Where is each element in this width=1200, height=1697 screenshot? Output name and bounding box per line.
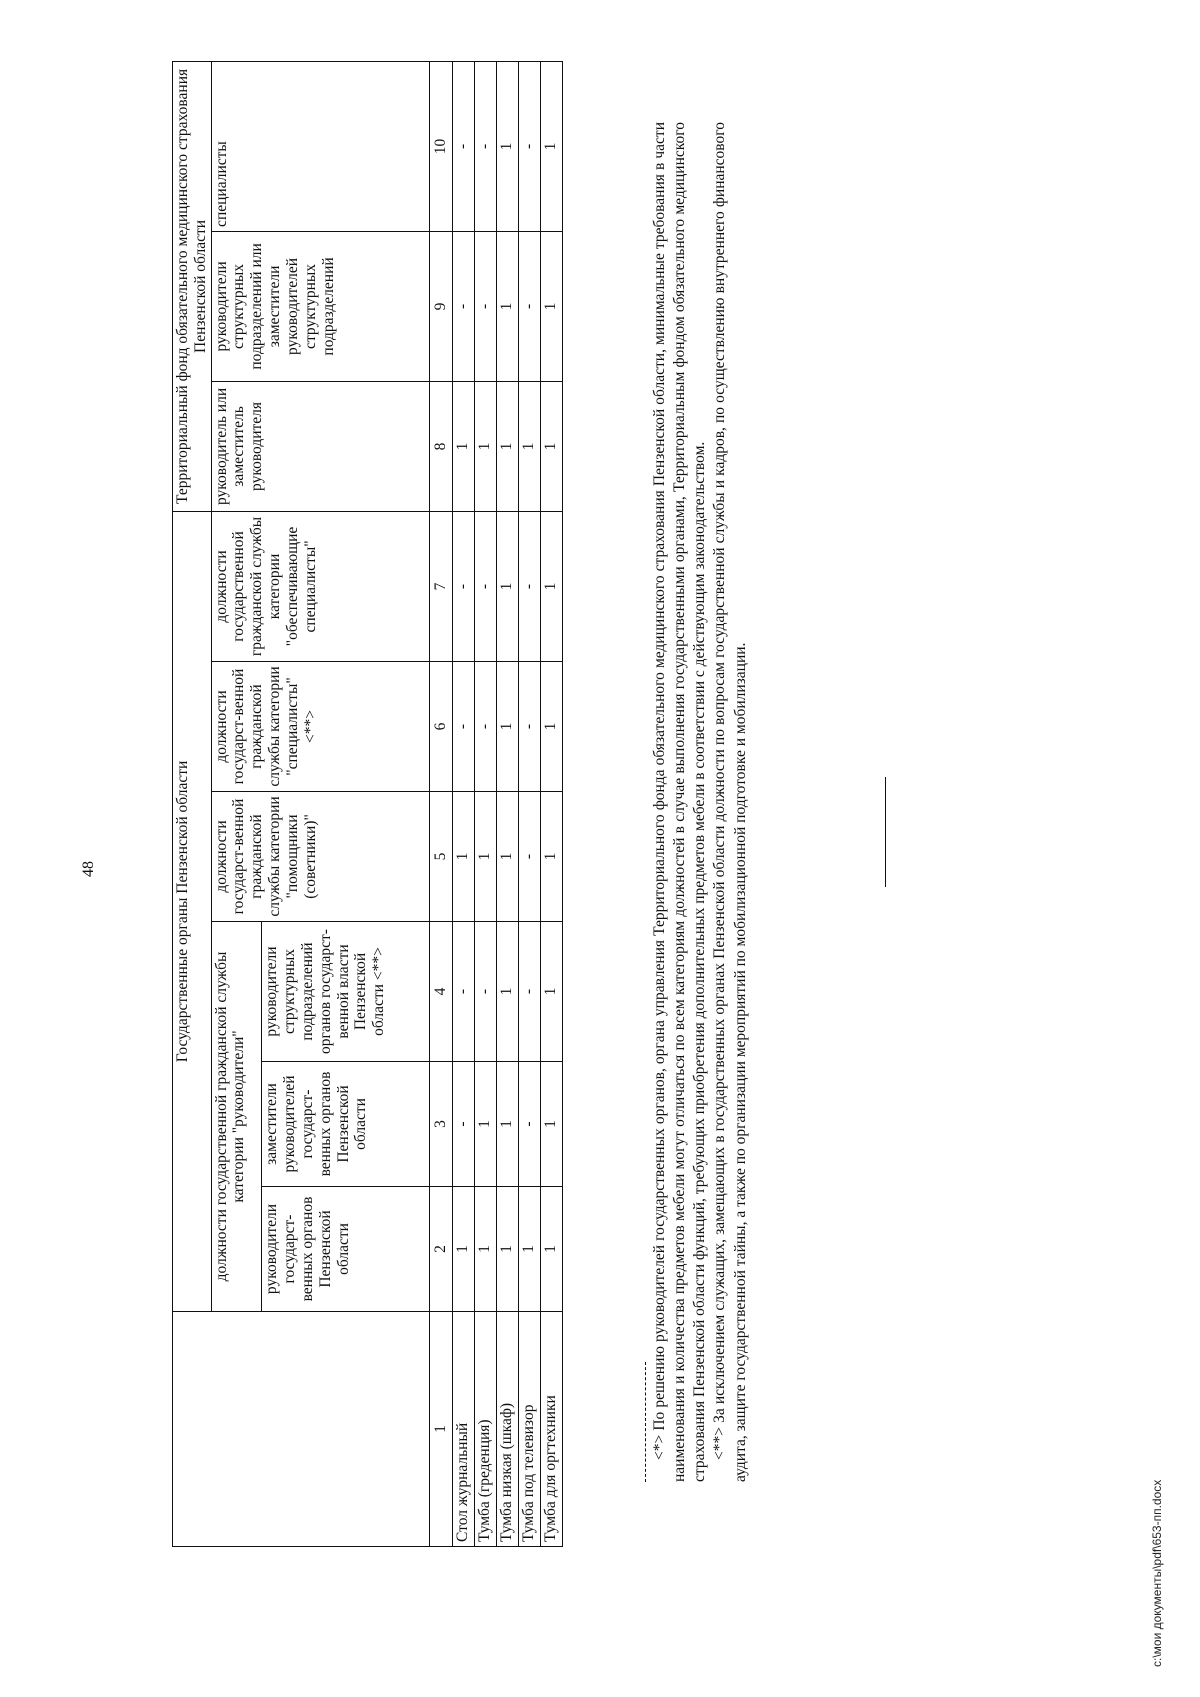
header-subgroup-leaders: должности государственной гражданской службы категории "руководители" — [211, 922, 262, 1312]
header-row-groups — [173, 61, 212, 1546]
header-col-4: руководители структурных подразделений органов государст-венной власти Пензенской области <**> — [262, 922, 429, 1062]
header-col-5: должности государст-венной гражданской службы категории "помощники (советники)" — [211, 792, 429, 922]
table-cell: 1 — [540, 922, 562, 1062]
column-number: 6 — [429, 662, 452, 792]
table-cell: - — [474, 922, 496, 1062]
table-row — [518, 61, 540, 1546]
table-cell: 1 — [496, 381, 518, 511]
table-cell: - — [518, 1062, 540, 1187]
table-cell: 1 — [540, 231, 562, 381]
table-cell: 1 — [518, 1187, 540, 1312]
column-number-row — [429, 61, 452, 1546]
table-cell: - — [518, 662, 540, 792]
page-number: 48 — [80, 861, 97, 877]
row-item-name: Стол журнальный — [452, 1312, 474, 1547]
header-col-3: заместители руководителей государст-венных органов Пензенской области — [262, 1062, 429, 1187]
table-row — [540, 61, 562, 1546]
table-cell: - — [518, 792, 540, 922]
table-cell: - — [474, 61, 496, 231]
table-cell: 1 — [452, 1187, 474, 1312]
table-cell: 1 — [496, 662, 518, 792]
table-cell: 1 — [518, 381, 540, 511]
table-cell: - — [452, 61, 474, 231]
header-group-state: Государственные органы Пензенской области — [173, 511, 212, 1311]
table-cell: 1 — [496, 511, 518, 661]
table-cell: 1 — [540, 662, 562, 792]
table-cell: - — [518, 922, 540, 1062]
header-group-fund: Территориальный фонд обязательного медицинского страхования Пензенской области — [173, 61, 212, 511]
row-item-name: Тумба низкая (шкаф) — [496, 1312, 518, 1547]
table-cell: 1 — [540, 61, 562, 231]
table-cell: - — [518, 61, 540, 231]
column-number: 2 — [429, 1187, 452, 1312]
table-cell: 1 — [496, 61, 518, 231]
closing-rule — [885, 777, 886, 887]
table-cell: 1 — [540, 511, 562, 661]
table-cell: 1 — [474, 792, 496, 922]
table-cell: - — [452, 662, 474, 792]
table-cell: - — [452, 922, 474, 1062]
table-cell: 1 — [496, 1187, 518, 1312]
table-cell: 1 — [452, 792, 474, 922]
table-cell: 1 — [474, 381, 496, 511]
footnote-2: <**> За исключением служащих, замещающих в государственных органах Пензенской области должности по вопросам государственной службы и кадров, по осуществлению внутреннего финансового аудита, защите государственной тайны, а также по организации мероприятий по мобилизационной подготовке и мобилизации. — [711, 122, 749, 1482]
footnote-separator — [645, 1362, 646, 1482]
header-col-8: руководитель или заместитель руководителя — [211, 381, 429, 511]
column-number: 8 — [429, 381, 452, 511]
header-col-7: должности государственной гражданской службы категории "обеспечивающие специалисты" — [211, 511, 429, 661]
column-number: 9 — [429, 231, 452, 381]
header-col-6: должности государст-венной гражданской службы категории "специалисты" <**> — [211, 662, 429, 792]
header-col-2: руководители государст-венных органов Пензенской области — [262, 1187, 429, 1312]
footnotes — [645, 122, 751, 1482]
file-path: c:\мои документы\pdf\653-пп.docx — [1150, 1479, 1164, 1667]
table-cell: 1 — [540, 381, 562, 511]
table-cell: - — [474, 511, 496, 661]
column-number: 1 — [429, 1312, 452, 1547]
table-cell: 1 — [496, 1062, 518, 1187]
table-cell: 1 — [540, 792, 562, 922]
table-cell: - — [452, 1062, 474, 1187]
row-item-name: Тумба (греденция) — [474, 1312, 496, 1547]
table-row — [474, 61, 496, 1546]
row-item-name: Тумба под телевизор — [518, 1312, 540, 1547]
table-cell: 1 — [496, 792, 518, 922]
table-cell: - — [474, 662, 496, 792]
table-cell: 1 — [496, 231, 518, 381]
column-number: 10 — [429, 61, 452, 231]
table-cell: - — [474, 231, 496, 381]
header-col-9: руководители структурных подразделений или заместители руководителей структурных подразделений — [211, 231, 429, 381]
table-cell: 1 — [474, 1187, 496, 1312]
table-row — [452, 61, 474, 1546]
table-row — [496, 61, 518, 1546]
table-cell: 1 — [474, 1062, 496, 1187]
footnote-1: <*> По решению руководителей государственных органов, органа управления Территориального фонда обязательного медицинского страхования Пензенской области, минимальные требования в части наименования и количества предметов мебели могут отличаться по всем категориям должностей в случае выполнения государственными органами, Территориальным фондом обязательного медицинского страхования Пензенской области функций, требующих приобретения дополнительных предметов мебели в соответствии с действующим законодательством. — [651, 122, 709, 1482]
table-cell: - — [518, 231, 540, 381]
row-item-name: Тумба для оргтехники — [540, 1312, 562, 1547]
table-cell: - — [452, 231, 474, 381]
table-cell: 1 — [496, 922, 518, 1062]
header-blank-cell — [173, 1312, 430, 1547]
column-number: 5 — [429, 792, 452, 922]
column-number: 7 — [429, 511, 452, 661]
column-number: 3 — [429, 1062, 452, 1187]
table-cell: - — [518, 511, 540, 661]
furniture-norms-table — [172, 61, 563, 1547]
column-number: 4 — [429, 922, 452, 1062]
header-col-10: специалисты — [211, 61, 429, 231]
table-cell: - — [452, 511, 474, 661]
table-cell: 1 — [540, 1187, 562, 1312]
table-cell: 1 — [540, 1062, 562, 1187]
table-cell: 1 — [452, 381, 474, 511]
